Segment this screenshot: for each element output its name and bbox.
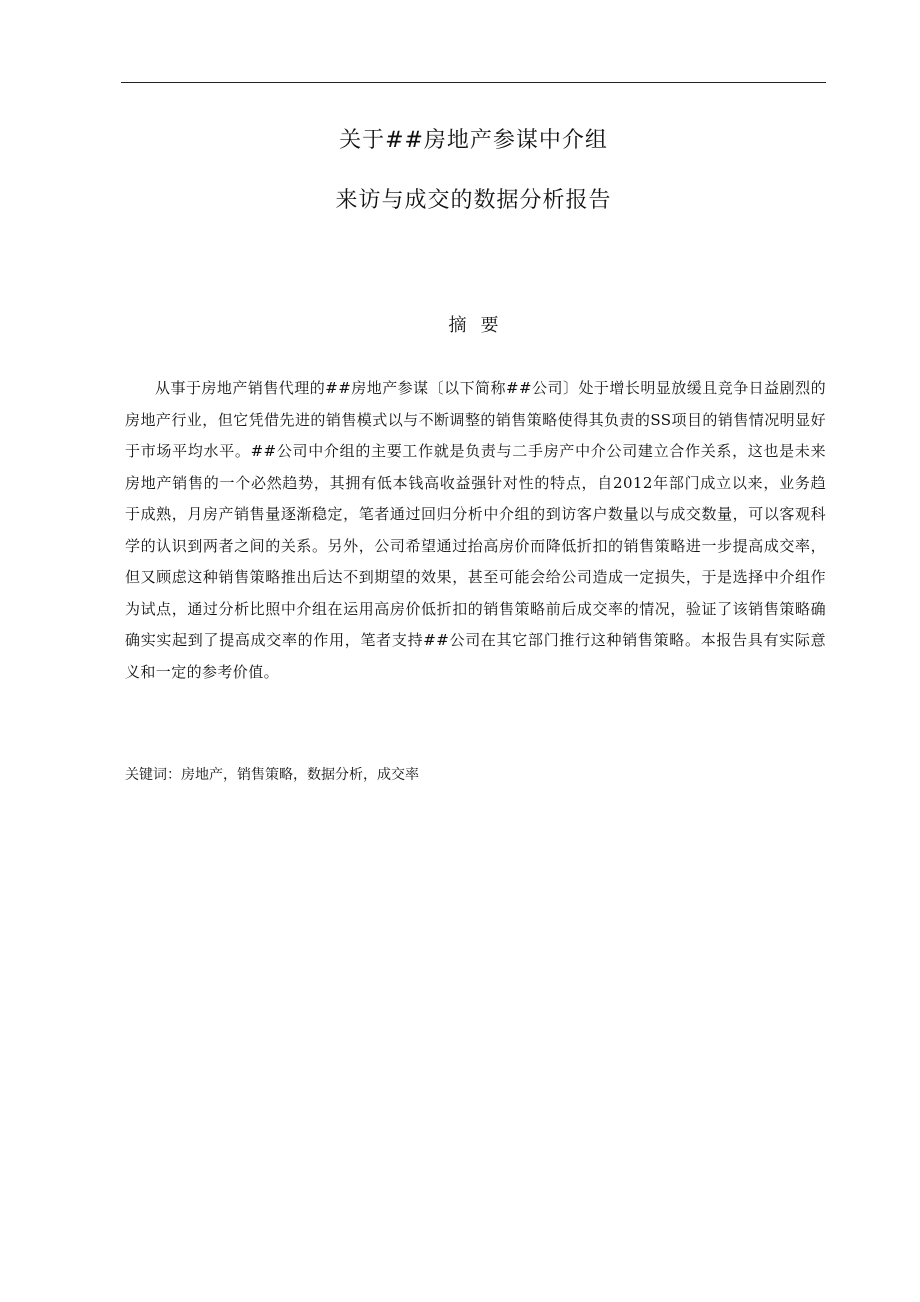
abstract-heading: 摘要 <box>448 315 513 336</box>
report-title-line-2: 来访与成交的数据分析报告 <box>335 188 612 213</box>
abstract-body: 从事于房地产销售代理的##房地产参谋〔以下简称##公司〕处于增长明显放缓且竞争日益剧烈的房地产行业，但它凭借先进的销售模式以与不断调整的销售策略使得其负责的SS项目的销售情况明显好于市场平均水平。##公司中介组的主要工作就是负责与二手房产中介公司建立合作关系，这也是未来房地产销售的一个必然趋势，其拥有低本钱高收益强针对性的特点，自2012年部门成立以来，业务趋于成熟，月房产销售量逐渐稳定，笔者通过回归分析中介组的到访客户数量以与成交数量，可以客观科学的认识到两者之间的关系。另外，公司希望通过抬高房价而降低折扣的销售策略进一步提高成交率，但又顾虑这种销售策略推出后达不到期望的效果，甚至可能会给公司造成一定损失，于是选择中介组作为试点，通过分析比照中介组在运用高房价低折扣的销售策略前后成交率的情况，验证了该销售策略确确实实起到了提高成交率的作用，笔者支持##公司在其它部门推行这种销售策略。本报告具有实际意义和一定的参考价值。 <box>125 379 826 681</box>
keywords-line: 关键词：房地产，销售策略，数据分析，成交率 <box>125 767 419 783</box>
report-title-line-1: 关于##房地产参谋中介组 <box>339 128 608 153</box>
header-rule <box>121 82 826 83</box>
